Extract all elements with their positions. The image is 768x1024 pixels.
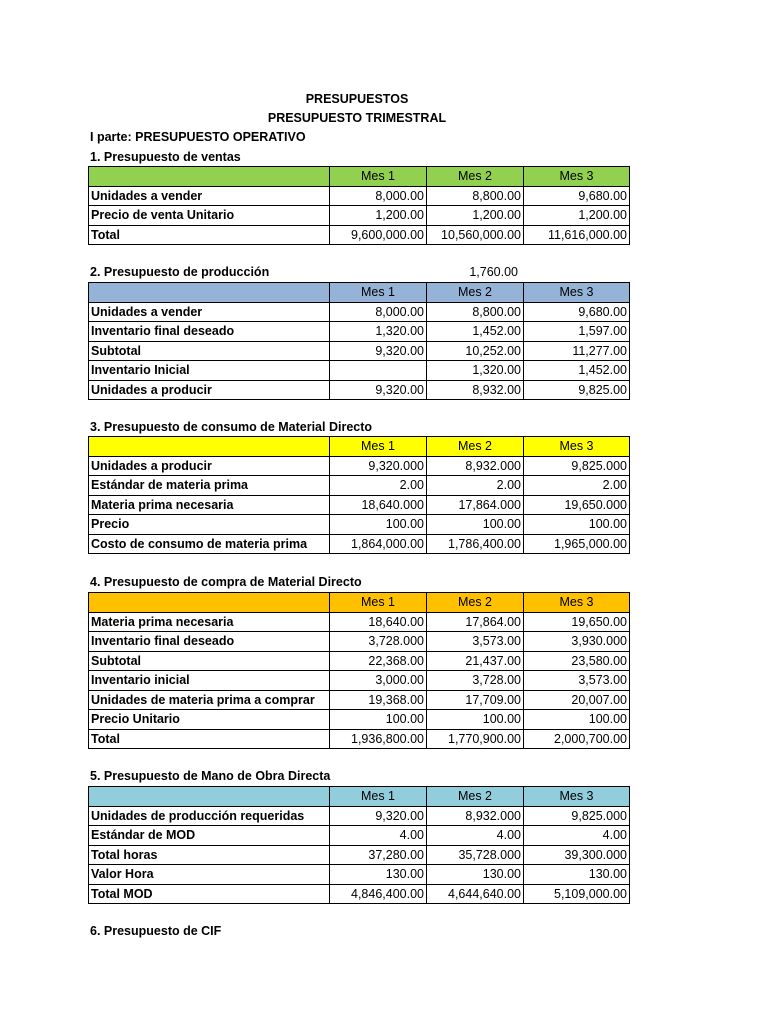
value-cell: 1,864,000.00 xyxy=(330,534,427,554)
value-cell: 19,368.00 xyxy=(330,690,427,710)
value-cell: 8,932.000 xyxy=(427,456,524,476)
row-label-cell: Estándar de materia prima xyxy=(89,476,330,496)
value-cell: 9,825.000 xyxy=(524,806,630,826)
table-row xyxy=(89,884,630,904)
table-row xyxy=(89,302,630,322)
value-cell: 100.00 xyxy=(524,710,630,730)
table-produccion xyxy=(88,282,630,400)
value-cell: 10,560,000.00 xyxy=(427,225,524,245)
value-cell: 9,825.00 xyxy=(524,380,630,400)
value-cell: 17,864.000 xyxy=(427,495,524,515)
section-heading-compra: 4. Presupuesto de compra de Material Directo xyxy=(90,575,362,589)
month-header-cell: Mes 3 xyxy=(524,437,630,457)
value-cell: 100.00 xyxy=(427,710,524,730)
value-cell: 19,650.000 xyxy=(524,495,630,515)
part-heading: I parte: PRESUPUESTO OPERATIVO xyxy=(90,130,306,144)
document-subtitle: PRESUPUESTO TRIMESTRAL xyxy=(267,111,447,125)
value-cell: 4,846,400.00 xyxy=(330,884,427,904)
table-compra xyxy=(88,592,630,749)
value-cell: 3,728.000 xyxy=(330,632,427,652)
row-label-cell: Total MOD xyxy=(89,884,330,904)
row-label-cell: Inventario Inicial xyxy=(89,361,330,381)
section-heading-consumo: 3. Presupuesto de consumo de Material Directo xyxy=(90,420,373,434)
value-cell: 3,728.00 xyxy=(427,671,524,691)
section-heading-cif: 6. Presupuesto de CIF xyxy=(90,924,222,938)
value-cell: 1,786,400.00 xyxy=(427,534,524,554)
table-row xyxy=(89,690,630,710)
value-cell: 1,452.00 xyxy=(524,361,630,381)
value-cell: 5,109,000.00 xyxy=(524,884,630,904)
row-label-cell: Total horas xyxy=(89,845,330,865)
table-row xyxy=(89,515,630,535)
table-row xyxy=(89,341,630,361)
row-label-cell: Precio xyxy=(89,515,330,535)
section-heading-mod: 5. Presupuesto de Mano de Obra Directa xyxy=(90,769,331,783)
table-header-row xyxy=(89,593,630,613)
value-cell: 8,000.00 xyxy=(330,302,427,322)
table-header-row xyxy=(89,437,630,457)
value-cell: 1,320.00 xyxy=(427,361,524,381)
value-cell: 1,200.00 xyxy=(330,206,427,226)
value-cell: 10,252.00 xyxy=(427,341,524,361)
value-cell: 2.00 xyxy=(524,476,630,496)
value-cell: 20,007.00 xyxy=(524,690,630,710)
value-cell: 100.00 xyxy=(427,515,524,535)
row-label-cell: Inventario inicial xyxy=(89,671,330,691)
row-label-cell: Valor Hora xyxy=(89,865,330,885)
section-heading-ventas: 1. Presupuesto de ventas xyxy=(90,150,241,164)
value-cell: 2.00 xyxy=(427,476,524,496)
value-cell: 3,000.00 xyxy=(330,671,427,691)
value-cell: 39,300.000 xyxy=(524,845,630,865)
table-row xyxy=(89,806,630,826)
value-cell: 9,825.000 xyxy=(524,456,630,476)
value-cell: 35,728.000 xyxy=(427,845,524,865)
value-cell: 4.00 xyxy=(524,826,630,846)
table-header-row xyxy=(89,167,630,187)
value-cell: 19,650.00 xyxy=(524,612,630,632)
month-header-cell: Mes 1 xyxy=(330,283,427,303)
value-cell: 3,573.00 xyxy=(427,632,524,652)
row-label-cell: Unidades de materia prima a comprar xyxy=(89,690,330,710)
value-cell: 4.00 xyxy=(427,826,524,846)
month-header-cell: Mes 2 xyxy=(427,167,524,187)
value-cell: 17,864.00 xyxy=(427,612,524,632)
value-cell: 9,680.00 xyxy=(524,186,630,206)
table-row xyxy=(89,612,630,632)
value-cell: 9,320.000 xyxy=(330,456,427,476)
value-cell: 9,320.00 xyxy=(330,380,427,400)
value-cell: 4.00 xyxy=(330,826,427,846)
month-header-cell: Mes 2 xyxy=(427,437,524,457)
month-header-cell: Mes 3 xyxy=(524,593,630,613)
value-cell: 17,709.00 xyxy=(427,690,524,710)
table-row xyxy=(89,456,630,476)
row-label-cell: Subtotal xyxy=(89,341,330,361)
table-row xyxy=(89,671,630,691)
value-cell: 1,200.00 xyxy=(524,206,630,226)
table-row xyxy=(89,495,630,515)
row-label-cell: Estándar de MOD xyxy=(89,826,330,846)
table-row xyxy=(89,186,630,206)
value-cell: 130.00 xyxy=(427,865,524,885)
month-header-cell: Mes 3 xyxy=(524,167,630,187)
value-cell: 1,200.00 xyxy=(427,206,524,226)
value-cell: 11,277.00 xyxy=(524,341,630,361)
month-header-cell: Mes 1 xyxy=(330,787,427,807)
table-row xyxy=(89,361,630,381)
row-label-cell: Precio Unitario xyxy=(89,710,330,730)
table-row xyxy=(89,380,630,400)
month-header-cell: Mes 1 xyxy=(330,593,427,613)
document-title: PRESUPUESTOS xyxy=(305,92,409,106)
table-row xyxy=(89,729,630,749)
row-label-cell: Total xyxy=(89,729,330,749)
value-cell: 100.00 xyxy=(330,515,427,535)
value-cell: 1,452.00 xyxy=(427,322,524,342)
table-row xyxy=(89,632,630,652)
value-cell: 9,600,000.00 xyxy=(330,225,427,245)
row-label-cell: Materia prima necesaria xyxy=(89,495,330,515)
section-heading-produccion: 2. Presupuesto de producción xyxy=(90,265,270,279)
table-ventas xyxy=(88,166,630,245)
value-cell: 3,573.00 xyxy=(524,671,630,691)
month-header-cell: Mes 3 xyxy=(524,787,630,807)
value-cell: 1,320.00 xyxy=(330,322,427,342)
row-label-cell: Costo de consumo de materia prima xyxy=(89,534,330,554)
value-cell: 8,800.00 xyxy=(427,186,524,206)
table-row xyxy=(89,865,630,885)
value-cell: 9,320.00 xyxy=(330,341,427,361)
row-label-cell: Unidades a vender xyxy=(89,302,330,322)
value-cell: 23,580.00 xyxy=(524,651,630,671)
value-cell xyxy=(330,361,427,381)
value-cell: 8,000.00 xyxy=(330,186,427,206)
month-header-cell: Mes 3 xyxy=(524,283,630,303)
month-header-cell: Mes 1 xyxy=(330,167,427,187)
row-label-cell: Precio de venta Unitario xyxy=(89,206,330,226)
value-cell: 9,680.00 xyxy=(524,302,630,322)
value-cell: 1,965,000.00 xyxy=(524,534,630,554)
table-row xyxy=(89,322,630,342)
month-header-cell: Mes 1 xyxy=(330,437,427,457)
value-cell: 11,616,000.00 xyxy=(524,225,630,245)
table-row xyxy=(89,710,630,730)
table-header-row xyxy=(89,787,630,807)
value-cell: 22,368.00 xyxy=(330,651,427,671)
value-cell: 18,640.000 xyxy=(330,495,427,515)
value-cell: 100.00 xyxy=(524,515,630,535)
table-mod xyxy=(88,786,630,904)
table-row xyxy=(89,476,630,496)
header-blank-cell xyxy=(89,167,330,187)
row-label-cell: Inventario final deseado xyxy=(89,322,330,342)
table-row xyxy=(89,845,630,865)
table-consumo xyxy=(88,436,630,554)
value-cell: 2,000,700.00 xyxy=(524,729,630,749)
table-row xyxy=(89,534,630,554)
table-header-row xyxy=(89,283,630,303)
month-header-cell: Mes 2 xyxy=(427,787,524,807)
value-cell: 1,936,800.00 xyxy=(330,729,427,749)
value-cell: 3,930.000 xyxy=(524,632,630,652)
row-label-cell: Unidades a producir xyxy=(89,380,330,400)
row-label-cell: Unidades a producir xyxy=(89,456,330,476)
header-blank-cell xyxy=(89,593,330,613)
value-cell: 100.00 xyxy=(330,710,427,730)
produccion-extra-value: 1,760.00 xyxy=(469,265,518,279)
value-cell: 8,932.00 xyxy=(427,380,524,400)
row-label-cell: Materia prima necesaria xyxy=(89,612,330,632)
header-blank-cell xyxy=(89,283,330,303)
value-cell: 130.00 xyxy=(524,865,630,885)
table-row xyxy=(89,651,630,671)
table-row xyxy=(89,206,630,226)
row-label-cell: Total xyxy=(89,225,330,245)
value-cell: 2.00 xyxy=(330,476,427,496)
value-cell: 9,320.00 xyxy=(330,806,427,826)
header-blank-cell xyxy=(89,437,330,457)
value-cell: 18,640.00 xyxy=(330,612,427,632)
row-label-cell: Subtotal xyxy=(89,651,330,671)
value-cell: 130.00 xyxy=(330,865,427,885)
row-label-cell: Inventario final deseado xyxy=(89,632,330,652)
value-cell: 4,644,640.00 xyxy=(427,884,524,904)
value-cell: 8,932.000 xyxy=(427,806,524,826)
table-row xyxy=(89,826,630,846)
month-header-cell: Mes 2 xyxy=(427,593,524,613)
value-cell: 1,597.00 xyxy=(524,322,630,342)
month-header-cell: Mes 2 xyxy=(427,283,524,303)
value-cell: 21,437.00 xyxy=(427,651,524,671)
value-cell: 1,770,900.00 xyxy=(427,729,524,749)
row-label-cell: Unidades a vender xyxy=(89,186,330,206)
value-cell: 37,280.00 xyxy=(330,845,427,865)
table-row xyxy=(89,225,630,245)
row-label-cell: Unidades de producción requeridas xyxy=(89,806,330,826)
value-cell: 8,800.00 xyxy=(427,302,524,322)
header-blank-cell xyxy=(89,787,330,807)
